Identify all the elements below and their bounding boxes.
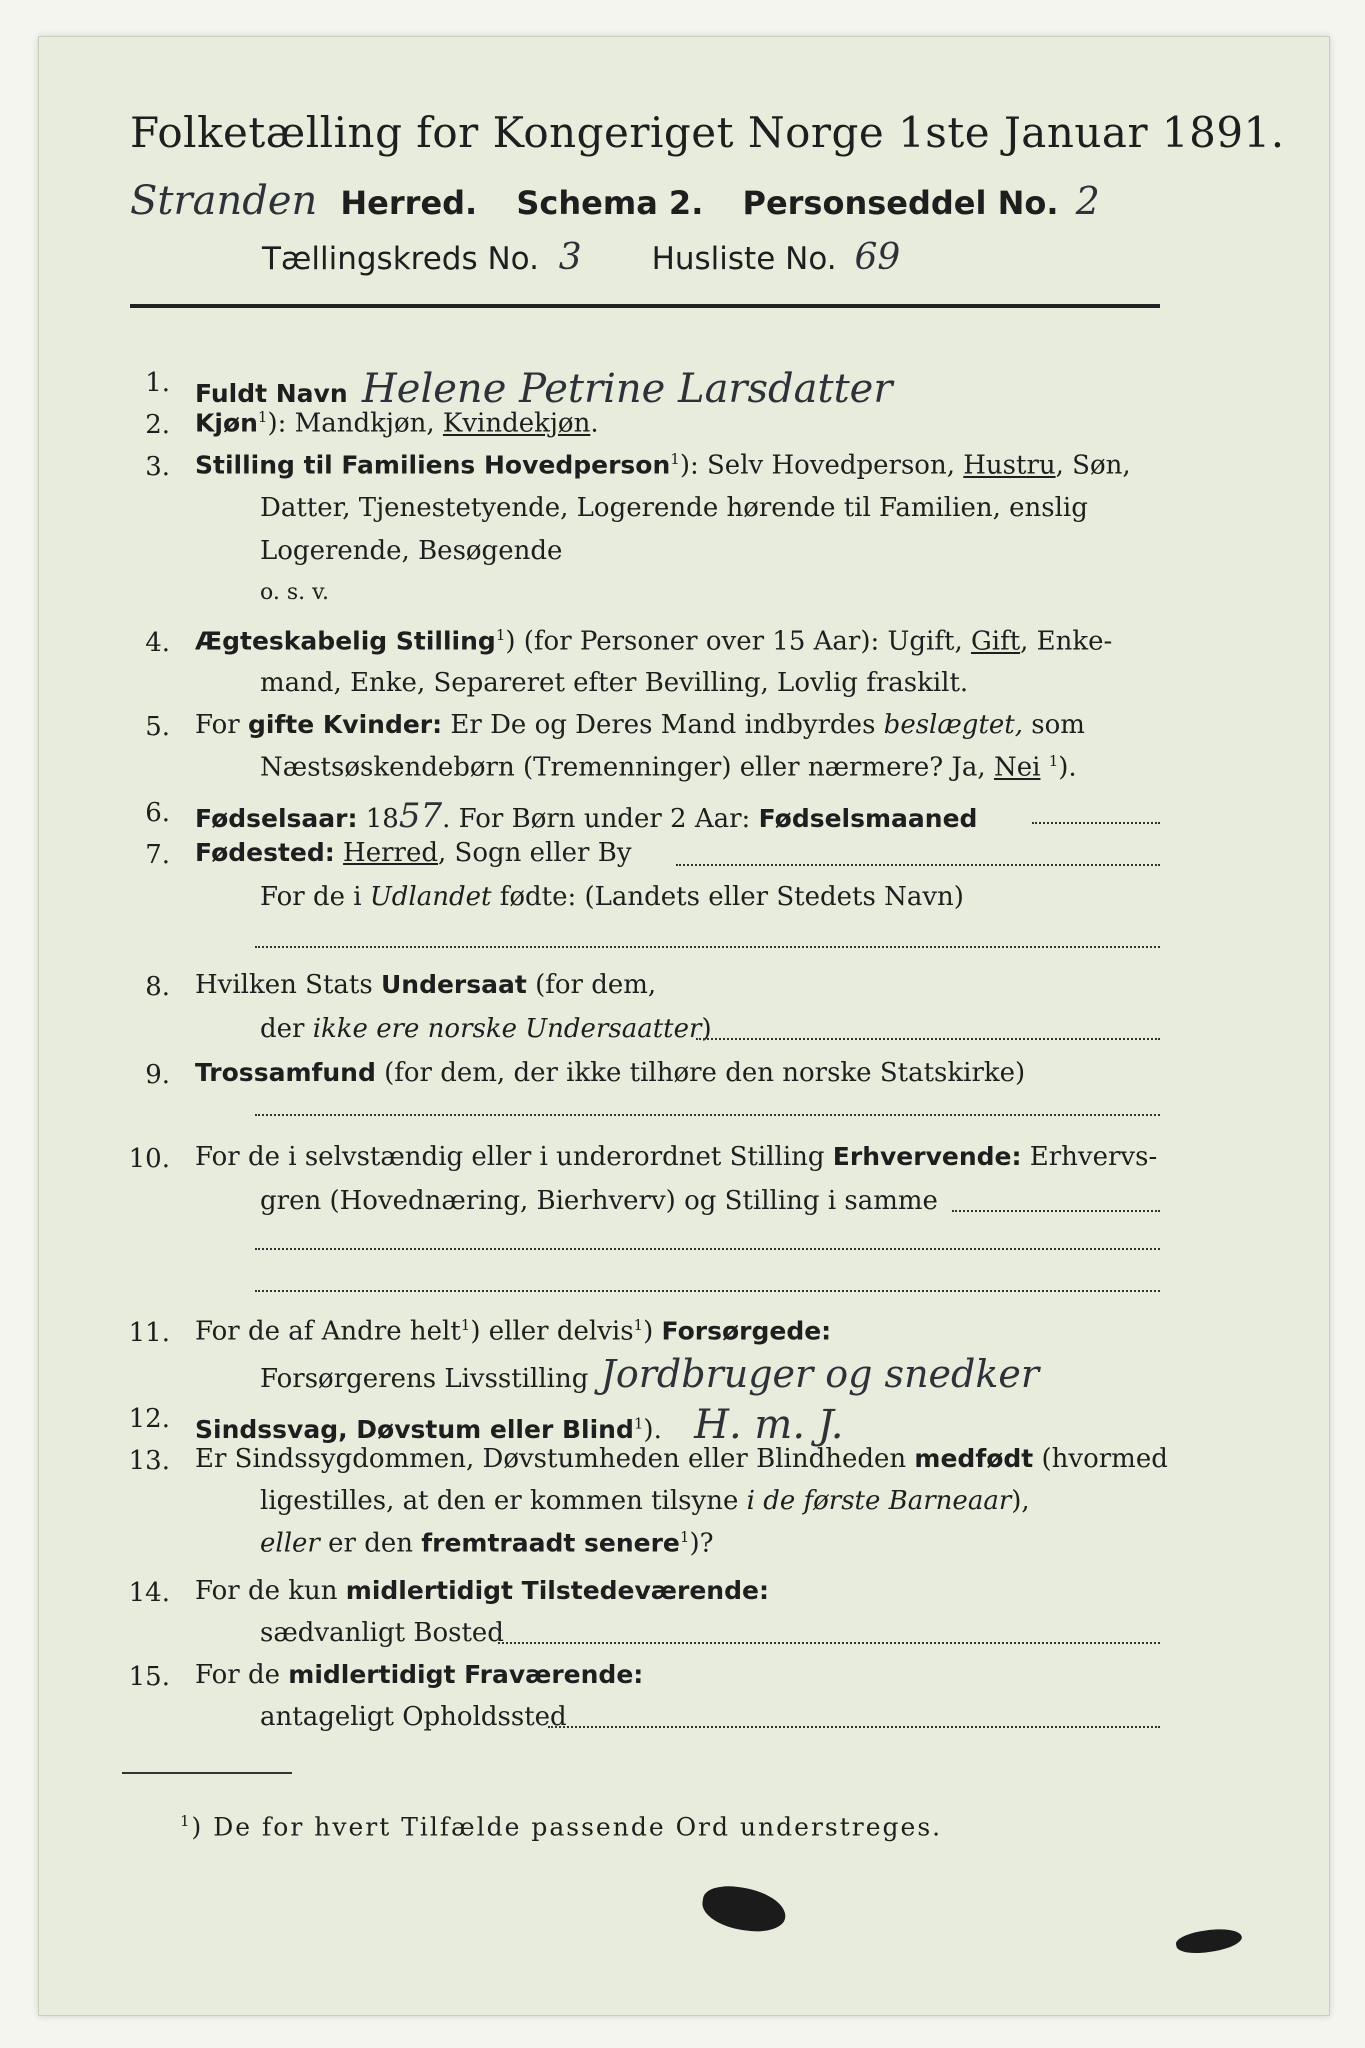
- q3-selected-option: Hustru: [963, 450, 1056, 481]
- q7-line2: [260, 882, 964, 912]
- q12-row: [195, 1402, 843, 1448]
- q13-row: [195, 1444, 1168, 1474]
- q5-text-end: som: [1023, 710, 1085, 740]
- q8-label: Undersaat: [380, 970, 527, 999]
- q2-text: ): Mandkjøn,: [267, 408, 443, 439]
- footnote-mark: 1: [180, 1812, 192, 1830]
- q11-line2: [260, 1352, 1039, 1396]
- q13-number: 13.: [128, 1446, 170, 1476]
- q10-dotted-line-2: [255, 1248, 1160, 1250]
- q3-line3: Logerende, Besøgende: [260, 536, 563, 566]
- q10-number: 10.: [128, 1144, 170, 1174]
- q12-value: H. m. J.: [694, 1402, 844, 1448]
- footnote-divider: [122, 1772, 292, 1774]
- q7-text-end: , Sogn eller By: [438, 838, 632, 868]
- footnote-text: ) De for hvert Tilfælde passende Ord understreges.: [191, 1812, 943, 1842]
- q9-number: 9.: [145, 1060, 170, 1090]
- q6-label: Fødselsaar:: [195, 804, 358, 833]
- q14-label: midlertidigt Tilstedeværende:: [345, 1576, 769, 1605]
- q9-row: [195, 1058, 1025, 1088]
- q13-label: medfødt: [914, 1444, 1034, 1473]
- q8-line2: [260, 1014, 712, 1044]
- q3-text: ): Selv Hovedperson,: [679, 450, 964, 481]
- q4-selected-option: Gift: [970, 626, 1021, 657]
- q3-number: 3.: [145, 452, 170, 482]
- q15-line2: antageligt Opholdssted: [260, 1702, 567, 1732]
- q10-dotted-line-3: [255, 1290, 1160, 1292]
- q10-row: [195, 1142, 1157, 1172]
- q2-row: [195, 408, 599, 439]
- husliste-value: 69: [854, 237, 901, 278]
- q8-text: Hvilken Stats: [195, 970, 381, 1000]
- q5-number: 5.: [145, 712, 170, 742]
- q8-line2-end: ): [701, 1014, 712, 1044]
- q1-number: 1.: [145, 368, 170, 398]
- q7-space: [335, 838, 343, 868]
- q14-line2: sædvanligt Bosted: [260, 1618, 504, 1648]
- q4-footnote-mark: 1: [495, 626, 506, 644]
- q15-number: 15.: [128, 1662, 170, 1692]
- header-divider: [130, 304, 1160, 308]
- q9-label: Trossamfund: [195, 1058, 376, 1087]
- q2-text-end: .: [590, 408, 599, 439]
- q11-label: Forsørgede:: [661, 1316, 832, 1346]
- husliste-label: Husliste No.: [651, 241, 837, 277]
- q12-text: ).: [643, 1415, 662, 1445]
- q5-footnote-mark: 1: [1048, 752, 1059, 770]
- q13-line3-italic: eller: [260, 1528, 320, 1559]
- q3-line2: Datter, Tjenestetyende, Logerende hørende til Familien, enslig: [260, 493, 1088, 523]
- q5-line2-text: Næstsøskendebørn (Tremenninger) eller nærmere? Ja,: [260, 752, 994, 783]
- kreds-row: [262, 237, 900, 278]
- q6-label2: Fødselsmaaned: [758, 804, 978, 833]
- q6-number: 6.: [145, 798, 170, 828]
- q12-label: Sindssvag, Døvstum eller Blind: [195, 1415, 634, 1444]
- q6-value: 57: [398, 796, 443, 836]
- q13-text: Er Sindssygdommen, Døvstumheden eller Blindheden: [195, 1444, 915, 1474]
- q8-number: 8.: [145, 972, 170, 1002]
- q8-line2-text: der: [260, 1014, 313, 1044]
- q12-footnote-mark: 1: [633, 1414, 644, 1433]
- q11-value: Jordbruger og snedker: [600, 1352, 1040, 1396]
- q4-line2: mand, Enke, Separeret efter Bevilling, Lovlig fraskilt.: [260, 668, 969, 698]
- q3-row: [195, 450, 1131, 481]
- q8-row: [195, 970, 656, 1000]
- q5-text-mid: Er De og Deres Mand indbyrdes: [442, 710, 884, 740]
- kreds-label: Tællingskreds No.: [262, 241, 539, 277]
- q2-label: Kjøn: [195, 408, 258, 438]
- q4-number: 4.: [145, 628, 170, 658]
- q15-label: midlertidigt Fraværende:: [288, 1660, 644, 1689]
- q10-line2: gren (Hovednæring, Bierhverv) og Stilling i samme: [260, 1186, 938, 1216]
- q2-number: 2.: [145, 410, 170, 440]
- q10-text-end: Erhvervs-: [1021, 1142, 1158, 1172]
- q13-line2: [260, 1486, 1030, 1516]
- q3-label: Stilling til Familiens Hovedperson: [195, 450, 671, 480]
- q5-selected-option: Nei: [993, 752, 1041, 783]
- q11-footnote-mark-1: 1: [460, 1316, 471, 1334]
- q7-row: [195, 838, 632, 868]
- q12-number: 12.: [128, 1404, 170, 1434]
- q1-label: Fuldt Navn: [195, 379, 348, 408]
- schema-label: Schema 2.: [516, 184, 704, 222]
- q14-row: [195, 1576, 769, 1606]
- q5-line2: [260, 752, 1077, 783]
- q13-line2-end: ),: [1011, 1486, 1030, 1516]
- q11-text-end: ): [643, 1316, 662, 1347]
- q7-dotted-line-2: [255, 946, 1160, 948]
- q6-text: 18: [357, 804, 399, 834]
- q7-label: Fødested:: [195, 838, 335, 867]
- q1-value: Helene Petrine Larsdatter: [361, 366, 893, 412]
- q8-line2-italic: ikke ere norske Undersaatter: [312, 1014, 702, 1044]
- q3-footnote-mark: 1: [670, 450, 680, 468]
- q8-text-end: (for dem,: [526, 970, 657, 1000]
- q11-text: For de af Andre helt: [195, 1316, 461, 1347]
- kreds-value: 3: [558, 237, 582, 278]
- q11-text-mid: ) eller delvis: [470, 1316, 634, 1347]
- q14-dotted-line: [498, 1642, 1160, 1644]
- q5-text: For: [195, 710, 248, 740]
- q7-line2-end: fødte: (Landets eller Stedets Navn): [491, 882, 964, 912]
- q10-text: For de i selvstændig eller i underordnet Stilling: [195, 1142, 833, 1172]
- herred-row: [130, 178, 1100, 224]
- q13-line2-italic: i de første Barneaar: [746, 1486, 1012, 1516]
- q5-row: [195, 710, 1085, 740]
- q15-dotted-line: [548, 1726, 1160, 1728]
- q4-text-end: , Enke-: [1020, 626, 1113, 657]
- q3-line4: o. s. v.: [260, 580, 329, 605]
- q7-number: 7.: [145, 840, 170, 870]
- q1-row: [195, 366, 892, 412]
- q6-dotted-line: [1032, 822, 1160, 824]
- q11-footnote-mark-2: 1: [633, 1316, 644, 1334]
- q13-line2-text: ligestilles, at den er kommen tilsyne: [260, 1486, 747, 1516]
- q7-selected-option: Herred: [343, 838, 438, 868]
- q8-dotted-line: [696, 1038, 1160, 1040]
- footnote: [180, 1812, 942, 1841]
- q14-text: For de kun: [195, 1576, 346, 1606]
- personseddel-label: Personseddel No.: [742, 184, 1059, 222]
- personseddel-value: 2: [1075, 179, 1100, 223]
- herred-value: Stranden: [130, 178, 318, 224]
- q13-line3: [260, 1528, 714, 1559]
- q4-text: ) (for Personer over 15 Aar): Ugift,: [505, 626, 971, 657]
- q11-row: [195, 1316, 831, 1347]
- q7-line2-italic: Udlandet: [369, 882, 492, 912]
- q6-row: [195, 796, 977, 836]
- q5-line2-space: [1040, 753, 1048, 783]
- q9-dotted-line: [255, 1114, 1160, 1116]
- q13-line3-label: fremtraadt senere: [421, 1528, 680, 1558]
- q3-text-end: , Søn,: [1055, 450, 1131, 481]
- q13-line3-end: )?: [689, 1528, 714, 1559]
- q9-text: (for dem, der ikke tilhøre den norske Statskirke): [375, 1058, 1026, 1088]
- q7-line2-text: For de i: [260, 882, 370, 912]
- q15-row: [195, 1660, 643, 1690]
- herred-label: Herred.: [340, 184, 478, 222]
- q5-label: gifte Kvinder:: [247, 710, 443, 739]
- q15-text: For de: [195, 1660, 289, 1690]
- q2-selected-option: Kvindekjøn: [442, 408, 591, 439]
- q10-dotted-line: [952, 1210, 1160, 1212]
- q5-italic: beslægtet,: [883, 710, 1023, 740]
- q2-footnote-mark: 1: [257, 408, 268, 426]
- q13-text-end: (hvormed: [1033, 1444, 1168, 1474]
- q13-footnote-mark: 1: [679, 1528, 690, 1546]
- q14-number: 14.: [128, 1578, 170, 1608]
- q11-number: 11.: [128, 1318, 170, 1348]
- q4-label: Ægteskabelig Stilling: [195, 626, 496, 656]
- q7-dotted-line: [676, 864, 1160, 866]
- q6-text-mid: . For Børn under 2 Aar:: [442, 804, 759, 834]
- q10-label: Erhvervende:: [832, 1142, 1022, 1171]
- q4-row: [195, 626, 1112, 657]
- form-title: Folketælling for Kongeriget Norge 1ste Januar 1891.: [130, 108, 1285, 157]
- q13-line3-text: er den: [319, 1528, 422, 1559]
- q11-line2-label: Forsørgerens Livsstilling: [260, 1364, 589, 1394]
- q5-line2-end: ).: [1058, 752, 1077, 783]
